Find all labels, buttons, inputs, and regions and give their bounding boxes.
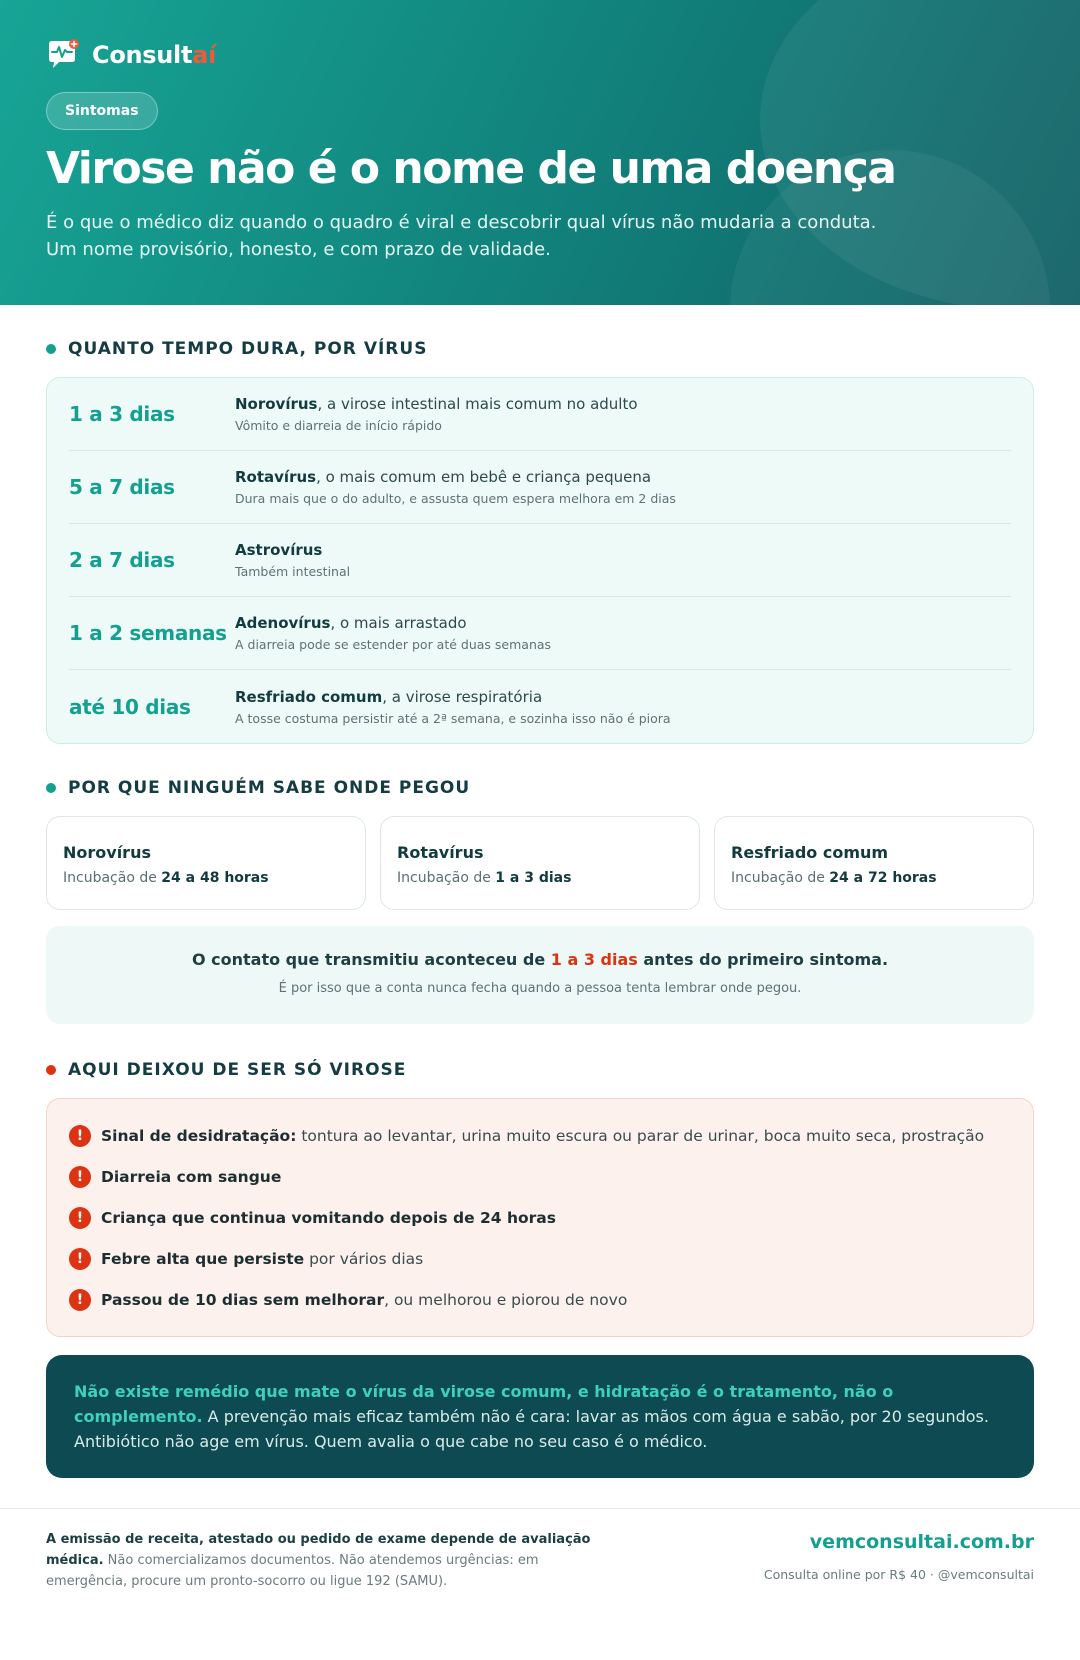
incubation-card [714, 816, 1034, 910]
duration-row [69, 524, 1011, 597]
virus-detail: A tosse costuma persistir até a 2ª semana, e sozinha isso não é piora [235, 710, 671, 726]
hero-header [0, 0, 1080, 305]
duration-time: 1 a 2 semanas [69, 621, 227, 645]
virus-detail: Também intestinal [235, 564, 351, 579]
incubation-period: Incubação de 1 a 3 dias [397, 870, 572, 886]
contact-explanation: É por isso que a conta nunca fecha quando a pessoa tenta lembrar onde pegou. [278, 981, 802, 996]
duration-row [69, 670, 1011, 743]
duration-time: até 10 dias [69, 694, 191, 719]
warning-item [69, 1156, 1011, 1197]
warning-item [69, 1279, 1011, 1320]
bullet-dot-icon [46, 1065, 56, 1075]
virus-name: Resfriado comum [731, 843, 889, 862]
warning-text: Diarreia com sangue [101, 1167, 282, 1186]
bullet-dot-icon [46, 783, 56, 793]
category-tag[interactable]: Sintomas [46, 92, 158, 130]
duration-time: 5 a 7 dias [69, 475, 175, 499]
virus-description: Norovírus, a virose intestinal mais comum no adulto [235, 395, 638, 413]
virus-description: Astrovírus [235, 541, 323, 559]
page-lead: É o que o médico diz quando o quadro é viral e descobrir qual vírus não mudaria a conduta. Um nome provisório, honesto, e com prazo de validade. [46, 211, 877, 260]
exclamation-icon: ! [69, 1248, 91, 1270]
warning-item [69, 1197, 1011, 1238]
exclamation-icon: ! [69, 1125, 91, 1147]
incubation-card [46, 816, 366, 910]
virus-description: Resfriado comum, a virose respiratória [235, 687, 543, 706]
warning-text: Criança que continua vomitando depois de 24 horas [101, 1208, 556, 1227]
warning-text: Passou de 10 dias sem melhorar, ou melhorou e piorou de novo [101, 1290, 628, 1309]
exclamation-icon: ! [69, 1207, 91, 1229]
warning-signs-list [46, 1098, 1034, 1337]
bullet-dot-icon [46, 344, 56, 354]
virus-description: Rotavírus, o mais comum em bebê e criança pequena [235, 468, 652, 486]
footer-meta: Consulta online por R$ 40 · @vemconsultai [763, 1567, 1034, 1582]
page-title: Virose não é o nome de uma doença [46, 143, 896, 194]
incubation-period: Incubação de 24 a 48 horas [63, 870, 269, 886]
incubation-cards [46, 816, 1034, 910]
alerts-section [46, 1060, 1034, 1337]
virus-description: Adenovírus, o mais arrastado [235, 614, 467, 632]
warning-text: Sinal de desidratação: tontura ao levantar, urina muito escura ou parar de urinar, boca muito seca, prostração [101, 1126, 985, 1145]
incubation-card [380, 816, 700, 910]
duration-table [46, 377, 1034, 744]
virus-name: Norovírus [63, 843, 151, 862]
duration-row [69, 378, 1011, 451]
footer [0, 1508, 1080, 1592]
warning-item [69, 1238, 1011, 1279]
duration-time: 1 a 3 dias [69, 402, 175, 426]
incubation-section [46, 778, 1034, 1024]
virus-detail: Vômito e diarreia de início rápido [235, 418, 442, 433]
website-link[interactable]: vemconsultai.com.br [809, 1531, 1034, 1553]
warning-text: Febre alta que persiste por vários dias [101, 1249, 424, 1268]
exclamation-icon: ! [69, 1289, 91, 1311]
duration-time: 2 a 7 dias [69, 548, 175, 572]
contact-callout [46, 926, 1034, 1024]
incubation-period: Incubação de 24 a 72 horas [731, 870, 937, 886]
chat-heartbeat-icon [46, 39, 80, 71]
section-title: QUANTO TEMPO DURA, POR VÍRUS [46, 339, 1034, 359]
virus-name: Rotavírus [397, 843, 484, 862]
virus-detail: A diarreia pode se estender por até duas semanas [235, 637, 552, 652]
section-title: AQUI DEIXOU DE SER SÓ VIROSE [46, 1060, 1034, 1080]
virus-detail: Dura mais que o do adulto, e assusta quem espera melhora em 2 dias [235, 491, 676, 506]
section-title: POR QUE NINGUÉM SABE ONDE PEGOU [46, 778, 1034, 798]
duration-row [69, 597, 1011, 670]
warning-item [69, 1115, 1011, 1156]
duration-row [69, 451, 1011, 524]
brand-logo[interactable] [46, 38, 1034, 72]
contact-statement: O contato que transmitiu aconteceu de 1 a 3 dias antes do primeiro sintoma. [191, 950, 889, 969]
exclamation-icon: ! [69, 1166, 91, 1188]
legal-disclaimer: A emissão de receita, atestado ou pedido de exame depende de avaliação médica. Não comercializamos documentos. Não atendemos urgências: em emergência, procure um pronto-socorro ou ligue 192 (SAMU). [46, 1532, 591, 1589]
treatment-note: Não existe remédio que mate o vírus da virose comum, e hidratação é o tratamento, não o complemento. A prevenção mais eficaz também não é cara: lavar as mãos com água e sabão, por 20 segundos. Antibiótico não age em vírus. Quem avalia o que cabe no seu caso é o médico. [46, 1355, 1034, 1478]
duration-section [46, 339, 1034, 744]
brand-name: Consultaí [92, 41, 216, 69]
